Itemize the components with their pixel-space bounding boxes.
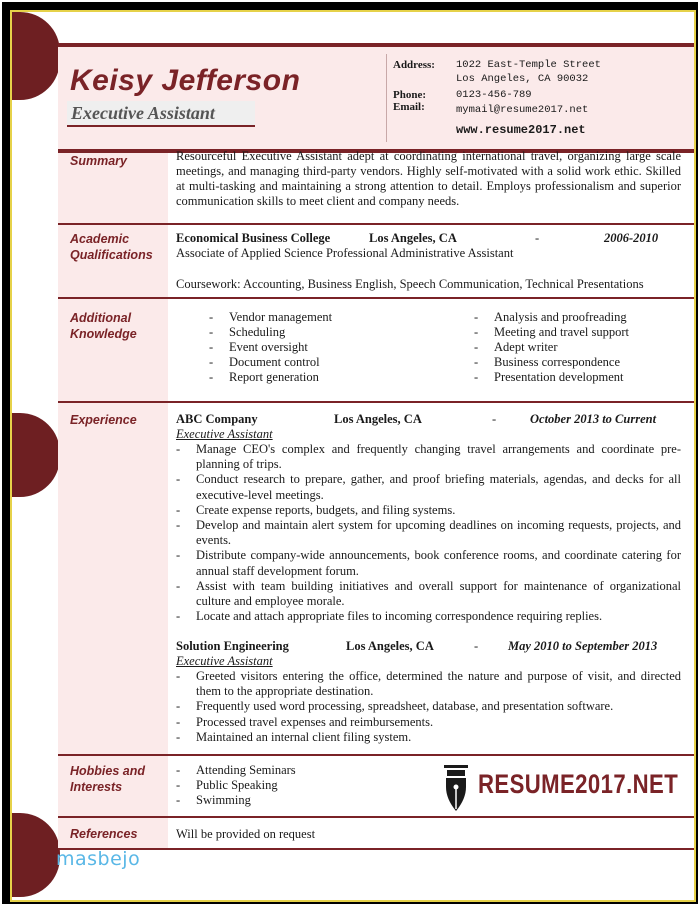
job1-bullets [176, 442, 681, 624]
resume-page: Keisy Jefferson Executive Assistant Address: 1022 East-Temple Street Los Angeles, CA 90032 Phone: 0123-456-789 Email: mymail@resume2017.net www.resume2017.net Summary Resourceful Executive Assistant adept at coordinating international travel, organizing large scale meetings, and managing third-party vendors. Highly self-motivated with a solid work ethic. Skilled at multi-tasking and maintaining a strong attention to detail. Employs professionalism and superior communication skills to meet client and company needs. Academic Qualifications Economical Business College Los Angeles, CA - 2006-2010 Associate of Applied Science Professional Administrative Assistant Coursework: Accounting, Business English, Speech Communication, Technical Presentations Additional Knowledge - Vendor management - Scheduling - Event oversight - Document control - Report generation - Analysis and proofreading - Meeting and travel support - Adept writer - Business correspondence - Presentation development Experience ABC Company Los Angeles, CA - October 2013 to Current Executive Assistant - Manage CEO's complex and frequently changing travel arrangements and coordinate pre-planning of trips. - Conduct research to prepare, gather, and proof briefing materials, agendas, and decks for all executive-level meetings. - Create expense reports, budgets, and filing systems. - Develop and maintain alert system for upcoming deadlines on incoming requests, projects, and events. - Distribute company-wide announcements, book conference rooms, and coordinate catering for annual staff development forum. - Assist with team building initiatives and overall support for maintenance of organizational culture and employee morale. - Locate and attach appropriate files to incoming correspondence requiring replies. Solution Engineering Los Angeles, CA - May 2010 to September 2013 Executive Assistant - Greeted visitors entering the office, determined the nature and purpose of visit, and directed them to the appropriate destination. - Frequently used word processing, spreadsheet, database, and presentation software. - Processed travel expenses and reimbursements. - Maintained an internal client filing system. Hobbies and Interests - Attending Seminars - Public Speaking - Swimming RESUME2017.NET References Will be provided on request masbejo [12, 12, 694, 900]
section-divider [58, 848, 694, 850]
experience-heading: Experience [70, 413, 137, 427]
decorative-tab-bottom [12, 813, 60, 897]
decorative-tab-top [12, 12, 60, 100]
address-line1: 1022 East-Temple Street [456, 59, 601, 71]
list-item: - Conduct research to prepare, gather, and proof briefing materials, agendas, and decks for all executive-level meetings. [176, 472, 681, 502]
experience-label-bg [58, 403, 168, 754]
job2-dash: - [474, 639, 479, 653]
list-item: - Create expense reports, budgets, and filing systems. [176, 503, 681, 518]
phone-label: Phone: [393, 89, 426, 101]
additional-heading-line1: Additional [70, 311, 132, 325]
job1-location: Los Angeles, CA [334, 412, 422, 426]
job2-dates: May 2010 to September 2013 [508, 639, 658, 653]
list-item: - Develop and maintain alert system for upcoming deadlines on incoming requests, projects, and events. [176, 518, 681, 548]
inner-frame [10, 10, 696, 902]
section-divider [58, 223, 694, 225]
job1-role: Executive Assistant [176, 427, 273, 441]
coursework: Coursework: Accounting, Business English, Speech Communication, Technical Presentations [176, 277, 644, 291]
section-divider [58, 297, 694, 299]
header-divider [386, 54, 387, 142]
list-item: - Maintained an internal client filing system. [176, 730, 681, 745]
college-location: Los Angeles, CA [369, 231, 457, 245]
summary-text: Resourceful Executive Assistant adept at coordinating international travel, organizing large scale meetings, and managing third-party vendors. Highly self-motivated with a solid work ethic. Skilled at multi-tasking and maintaining a strong attention to detail. Employs professionalism and superior communication skills to meet client and company needs. [176, 149, 681, 208]
college-dates: 2006-2010 [604, 231, 659, 245]
candidate-title: Executive Assistant [67, 101, 255, 127]
references-text: Will be provided on request [176, 827, 316, 841]
job2-bullets [176, 669, 681, 745]
job1-dash: - [492, 412, 497, 426]
academic-heading [70, 231, 153, 263]
section-divider [58, 401, 694, 403]
watermark: masbejo [56, 848, 141, 870]
job2-role: Executive Assistant [176, 654, 273, 668]
list-item: - Distribute company-wide announcements, book conference rooms, and coordinate catering for annual staff development forum. [176, 548, 681, 578]
decorative-tab-middle [12, 413, 60, 497]
hobbies-heading-line2: Interests [70, 780, 123, 794]
list-item: - Greeted visitors entering the office, determined the nature and purpose of visit, and directed them to the appropriate destination. [176, 669, 681, 699]
section-divider [58, 754, 694, 756]
outer-frame [2, 2, 698, 904]
academic-heading-line1: Academic [70, 232, 130, 246]
list-item: - Frequently used word processing, spreadsheet, database, and presentation software. [176, 699, 681, 714]
hobbies-heading-line1: Hobbies and [70, 764, 146, 778]
website-link[interactable]: www.resume2017.net [456, 123, 586, 137]
address-label: Address: [393, 59, 435, 71]
fountain-pen-nib-icon [442, 765, 472, 813]
job1-dates: October 2013 to Current [530, 412, 657, 426]
degree: Associate of Applied Science Professional Administrative Assistant [176, 246, 514, 260]
summary-heading: Summary [70, 154, 127, 168]
hobbies-heading [70, 763, 145, 795]
academic-heading-line2: Qualifications [70, 248, 153, 262]
job2-location: Los Angeles, CA [346, 639, 434, 653]
list-item: - Locate and attach appropriate files to incoming correspondence requiring replies. [176, 609, 681, 624]
references-heading: References [70, 827, 138, 841]
candidate-name: Keisy Jefferson [70, 64, 301, 97]
additional-heading [70, 310, 137, 342]
additional-heading-line2: Knowledge [70, 327, 137, 341]
section-divider [58, 816, 694, 818]
job2-company: Solution Engineering [176, 639, 289, 653]
address-line2: Los Angeles, CA 90032 [456, 73, 589, 85]
email-value[interactable]: mymail@resume2017.net [456, 104, 589, 116]
list-item: - Assist with team building initiatives and overall support for maintenance of organizational culture and employee morale. [176, 579, 681, 609]
job1-company: ABC Company [176, 412, 258, 426]
college-name: Economical Business College [176, 231, 331, 245]
header-top-rule [58, 43, 694, 47]
email-label: Email: [393, 101, 425, 113]
college-dash: - [535, 231, 540, 245]
phone-value: 0123-456-789 [456, 89, 532, 101]
list-item: - Processed travel expenses and reimbursements. [176, 715, 681, 730]
brand-logo-text: RESUME2017.NET [478, 769, 679, 799]
list-item: - Manage CEO's complex and frequently changing travel arrangements and coordinate pre-planning of trips. [176, 442, 681, 472]
